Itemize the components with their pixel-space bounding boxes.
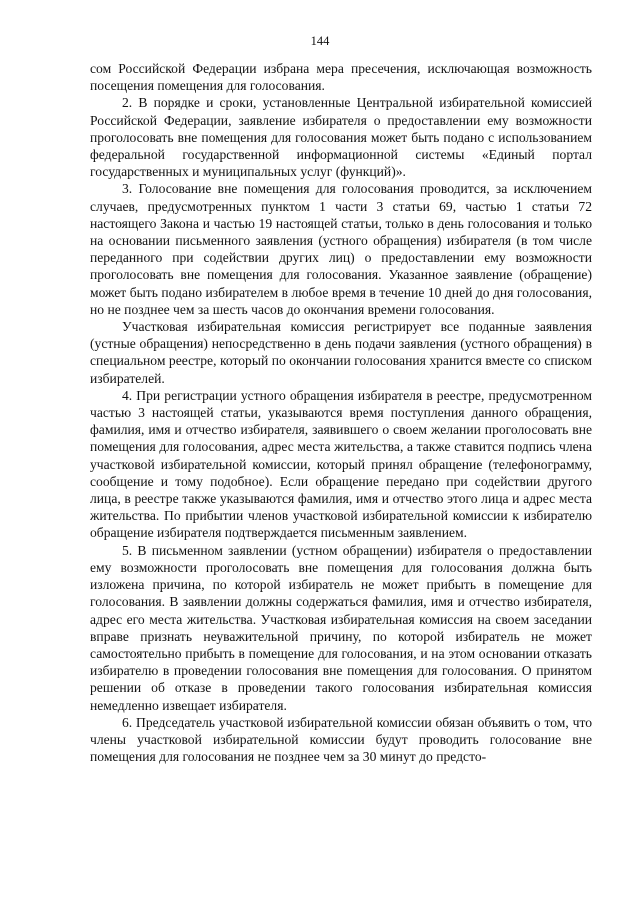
paragraph-item-6: 6. Председатель участковой избирательной комиссии обязан объявить о том, что члены участковой избирательной комиссии будут проводить голосование вне помещения для голосования не позднее чем за 30 минут до предсто- — [90, 714, 592, 765]
page-number: 144 — [310, 34, 330, 48]
document-body — [90, 60, 592, 765]
paragraph-continuation: сом Российской Федерации избрана мера пресечения, исключающая возможность посещения помещения для голосования. — [90, 61, 592, 94]
paragraph-item-4: 4. При регистрации устного обращения избирателя в реестре, предусмотренном частью 3 настоящей статьи, указываются время поступления данного обращения, фамилия, имя и отчество избирателя, заявившего о своем желании проголосовать вне помещения для голосования, адрес места жительства, а также ставится подпись члена участковой избирательной комиссии, который принял обращение (телефонограмму, сообщение и тому подобное). Если обращение передано при содействии другого лица, в реестре также указываются фамилия, имя и отчество этого лица и адрес места жительства. По прибытии членов участковой избирательной комиссии к избирателю обращение избирателя подтверждается письменным заявлением. — [90, 387, 592, 541]
paragraph-registration: Участковая избирательная комиссия регистрирует все поданные заявления (устные обращения) непосредственно в день подачи заявления (устного обращения) в специальном реестре, который по окончании голосования хранится вместе со списком избирателей. — [90, 319, 592, 386]
paragraph-item-3: 3. Голосование вне помещения для голосования проводится, за исключением случаев, предусмотренных пунктом 1 части 3 статьи 69, частью 1 статьи 72 настоящего Закона и частью 19 настоящей статьи, только в день голосования и только на основании письменного заявления (устного обращения) избирателя (в том числе переданного при содействии других лиц) о предоставлении ему возможности проголосовать вне помещения для голосования. Указанное заявление (обращение) может быть подано избирателем в любое время в течение 10 дней до дня голосования, но не позднее чем за шесть часов до окончания времени голосования. — [90, 181, 592, 317]
paragraph-item-2: 2. В порядке и сроки, установленные Центральной избирательной комиссией Российской Федерации, заявление избирателя о предоставлении ему возможности проголосовать вне помещения для голосования может быть подано с использованием федеральной государственной информационной системы «Единый портал государственных и муниципальных услуг (функций)». — [90, 95, 592, 180]
paragraph-item-5: 5. В письменном заявлении (устном обращении) избирателя о предоставлении ему возможности проголосовать вне помещения для голосования должна быть изложена причина, по которой избиратель не может прибыть в помещение для голосования. В заявлении должны содержаться фамилия, имя и отчество избирателя, адрес его места жительства. Участковая избирательная комиссия на своем заседании вправе признать неуважительной причину, по которой избиратель не может самостоятельно прибыть в помещение для голосования, и на этом основании отказать избирателю в проведении голосования вне помещения для голосования. О принятом решении об отказе в проведении такого голосования избирательная комиссия немедленно извещает избирателя. — [90, 542, 592, 713]
